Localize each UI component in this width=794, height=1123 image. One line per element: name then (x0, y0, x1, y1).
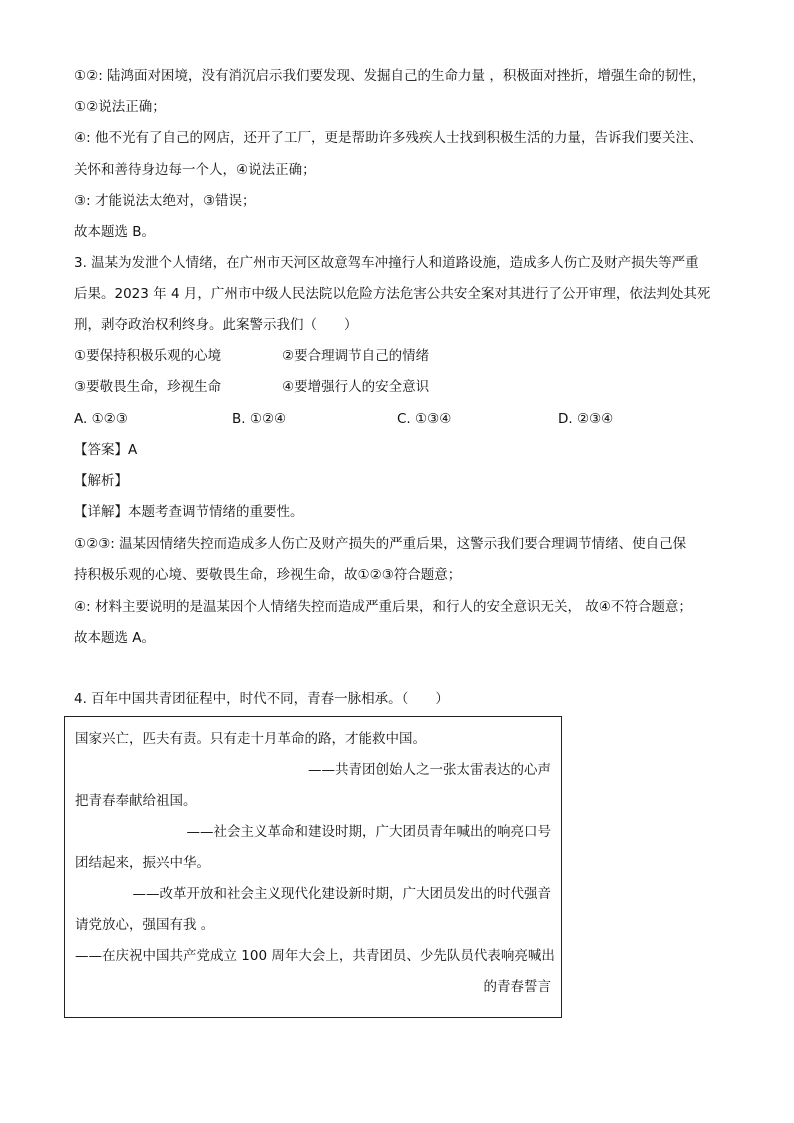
analysis-line-5: ③: 才能说法太绝对，③错误； (74, 193, 256, 209)
q3-option-b: B. ①②④ (232, 411, 287, 427)
box-source-4-cont: 的青春誓言 (483, 979, 551, 995)
box-source-4: ——在庆祝中国共产党成立 100 周年大会上，共青团员、少先队员代表响亮喊出 (75, 948, 555, 964)
q3-option-c: C. ①③④ (397, 411, 452, 427)
q3-answer: 【答案】A (74, 442, 138, 458)
box-source-1: ——共青团创始人之一张太雷表达的心声 (308, 762, 551, 778)
q4-stem: 4. 百年中国共青团征程中，时代不同，青春一脉相承。（ ） (74, 691, 449, 707)
q3-item-2: ②要合理调节自己的情绪 (282, 348, 430, 364)
box-quote-1: 国家兴亡，匹夫有责。只有走十月革命的路，才能救中国。 (75, 731, 426, 747)
analysis-line-4: 关怀和善待身边每一个人，④说法正确； (74, 162, 316, 178)
q3-item-3: ③要敬畏生命，珍视生命 (74, 379, 222, 395)
box-source-3: ——改革开放和社会主义现代化建设新时期，广大团员发出的时代强音 (132, 886, 551, 902)
q3-stem-line-2: 后果。2023 年 4 月，广州市中级人民法院以危险方法危害公共安全案对其进行了公开审理，依法判处其死 (74, 286, 711, 302)
analysis-line-1: ①②: 陆鸿面对困境，没有消沉启示我们要发现、发掘自己的生命力量 ，积极面对挫折，增强生命的韧性， (74, 68, 706, 84)
analysis-line-2: ①②说法正确； (74, 99, 166, 115)
analysis-line-3: ④: 他不光有了自己的网店，还开了工厂，更是帮助许多残疾人士找到积极生活的力量，告诉我们要关注、 (74, 130, 703, 146)
q3-stem-line-1: 3. 温某为发泄个人情绪，在广州市天河区故意驾车冲撞行人和道路设施，造成多人伤亡及财产损失等严重 (74, 255, 699, 271)
q3-item-1: ①要保持积极乐观的心境 (74, 348, 222, 364)
q3-conclusion: 故本题选 A。 (74, 630, 156, 646)
q4-material-box (64, 716, 562, 1018)
box-quote-4: 请党放心，强国有我 。 (75, 917, 215, 933)
q3-analysis-line-3: ④: 材料主要说明的是温某因个人情绪失控而造成严重后果，和行人的安全意识无关， 故④不符合题意； (74, 599, 692, 615)
box-quote-3: 团结起来，振兴中华。 (75, 855, 210, 871)
q3-item-4: ④要增强行人的安全意识 (282, 379, 430, 395)
q3-analysis-line-1: ①②③: 温某因情绪失控而造成多人伤亡及财产损失的严重后果，这警示我们要合理调节情绪、使自己保 (74, 536, 687, 552)
box-source-2: ——社会主义革命和建设时期，广大团员青年喊出的响亮口号 (186, 824, 551, 840)
q3-detail: 【详解】本题考查调节情绪的重要性。 (74, 504, 304, 520)
q3-stem-line-3: 刑，剥夺政治权利终身。此案警示我们（ ） (74, 317, 358, 333)
q3-analysis-line-2: 持积极乐观的心境、要敬畏生命，珍视生命，故①②③符合题意； (74, 567, 462, 583)
analysis-conclusion: 故本题选 B。 (74, 224, 156, 240)
q3-analysis-heading: 【解析】 (74, 473, 128, 489)
q3-option-d: D. ②③④ (558, 411, 614, 427)
q3-option-a: A. ①②③ (74, 411, 128, 427)
box-quote-2: 把青春奉献给祖国。 (75, 793, 197, 809)
